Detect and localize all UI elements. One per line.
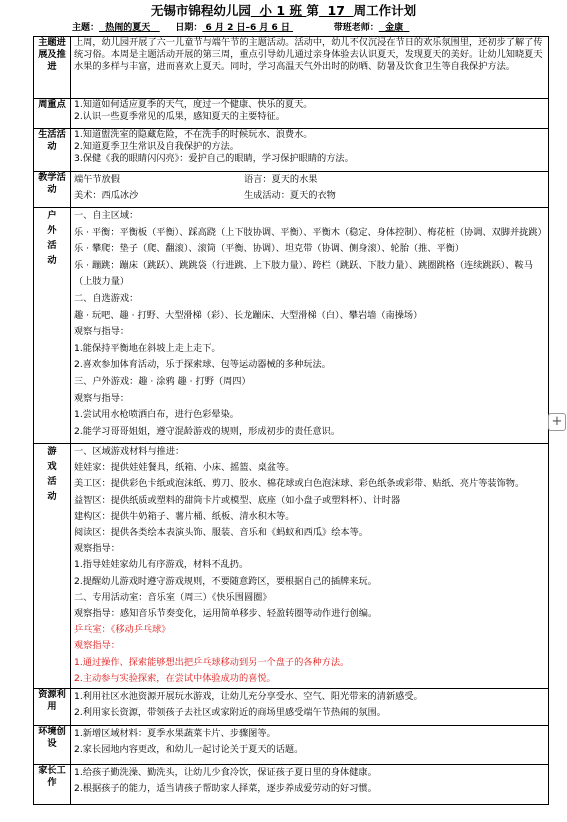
- title-week-prefix: 第: [306, 3, 319, 18]
- list-item: 2.喜欢参加体育活动，乐于探索球、包等运动器械的多种玩法。: [74, 359, 331, 371]
- week-focus-content: [71, 99, 549, 129]
- row-week-focus: [34, 99, 549, 129]
- row-resource-use: [34, 689, 549, 726]
- game-activity-content: [71, 444, 549, 689]
- teaching-item: 语言：夏天的水果: [244, 174, 318, 185]
- weekly-plan-table: [33, 36, 549, 805]
- resource-use-content: [71, 689, 549, 726]
- list-item: 2.能学习哥哥姐姐，遵守混龄游戏的规则，形成初步的责任意识。: [74, 425, 341, 437]
- teacher-value: 金康: [385, 23, 404, 33]
- title-kindergarten: 无锡市锦程幼儿园: [150, 3, 251, 18]
- row-life-activity: [34, 129, 549, 172]
- theme-value: 热闹的夏天: [105, 23, 151, 33]
- list-item: 阅读区：提供各类绘本表演头饰、服装、音乐和《蚂蚁和西瓜》绘本等。: [74, 527, 368, 539]
- teaching-item: 生成活动：夏天的衣物: [244, 189, 336, 201]
- header-life-activity: 生活活动: [34, 129, 71, 172]
- title-week-number: 17: [327, 3, 345, 18]
- list-item: 1.能保持平衡地在斜坡上走上走下。: [74, 342, 221, 354]
- list-item: 三、户外游戏：趣 · 涂鸦 趣 · 打野（周四）: [74, 375, 251, 387]
- list-item: 1.通过操作、探索能够想出把乒乓球移动到另一个盘子的各种方法。: [74, 656, 350, 668]
- list-item: 乒乓室：《移动乒乓球》: [74, 624, 171, 636]
- list-item: 娃娃家：提供娃娃餐具，纸箱、小床、摇篮、桌盆等。: [74, 462, 295, 474]
- list-item: 2.提醒幼儿游戏时遵守游戏规则，不要随意跨区，要根据自己的插牌来玩。: [74, 575, 377, 587]
- list-item: 观察指导：: [74, 543, 120, 555]
- list-item: 观察与指导：: [74, 392, 130, 404]
- list-item: 一、区域游戏材料与推进：: [74, 446, 185, 457]
- list-item: 1.指导娃娃家幼儿有序游戏，材料不乱扔。: [74, 559, 249, 571]
- title-class: 小 1 班: [259, 3, 302, 18]
- title-week-suffix: 周工作计划: [353, 3, 417, 18]
- list-item: 二、专用活动室：音乐室（周三）《快乐围圆圈》: [74, 591, 272, 603]
- teaching-row-1: [74, 174, 545, 186]
- row-game-activity: [34, 444, 549, 689]
- page-title: [0, 3, 567, 19]
- teaching-activity-content: [71, 172, 549, 208]
- environment-content: [71, 726, 549, 765]
- list-item: 观察指导：感知音乐节奏变化，运用简单移步、轻盈转圈等动作进行创编。: [74, 608, 378, 620]
- list-item: 观察与指导：: [74, 326, 130, 338]
- list-item: 2.家长园地内容更改，和幼儿一起讨论关于夏天的话题。: [74, 744, 304, 755]
- list-item: 建构区：提供牛奶箱子、薯片桶、纸板、清水积木等。: [74, 510, 295, 522]
- list-item: 1.利用社区水池资源开展玩水游戏，让幼儿充分享受水、空气、阳光带来的清新感受。: [74, 691, 423, 702]
- list-item: 1.给孩子勤洗澡、勤洗头，让幼儿少食冷饮，保证孩子夏日里的身体健康。: [74, 767, 377, 778]
- date-value: 6 月 2 日–6 月 6 日: [205, 23, 290, 33]
- list-item: 乐 · 攀爬：垫子（爬、翻滚）、滚筒（平衡、协调）、坦克带（协调、侧身滚）、轮胎（推、平衡）: [74, 243, 465, 255]
- family-work-content: [71, 765, 549, 805]
- list-item: 3.保健《我的眼睛闪闪亮》：爱护自己的眼睛，学习保护眼睛的方法。: [74, 152, 354, 164]
- list-item: 乐 · 平衡：平衡板（平衡）、踩高跷（上下肢协调、平衡）、平衡木（稳定、身体控制）、梅花桩（协调、双脚并拢跳）: [74, 226, 547, 238]
- row-teaching-activity: [34, 172, 549, 208]
- add-icon[interactable]: +: [548, 413, 566, 431]
- list-item: 2.根据孩子的能力，适当请孩子帮助家人择菜，逐步养成爱劳动的好习惯。: [74, 783, 377, 794]
- life-activity-content: [71, 129, 549, 172]
- header-environment: 环境创设: [34, 726, 71, 765]
- header-resource-use: 资源利用: [34, 689, 71, 726]
- list-item: 1.尝试用水枪喷洒白布，进行色彩晕染。: [74, 409, 239, 421]
- teaching-item: 美术：西瓜冰沙: [74, 189, 139, 201]
- header-outdoor-activity: 户 外 活 动: [34, 208, 71, 444]
- list-item: 乐 · 蹦跳：蹦床（跳跃）、跳跳袋（行进跳、上下肢力量）、跨栏（跳跃、下肢力量）、跳圈跳格（连续跳跃）、鞍马（上肢力量）: [74, 259, 533, 288]
- outdoor-activity-content: [71, 208, 549, 444]
- teaching-item: 端午节放假: [74, 174, 120, 185]
- list-item: 1.新增区域材料：夏季水果蔬菜卡片、步骤图等。: [74, 728, 276, 739]
- teaching-row-2: [74, 190, 545, 202]
- list-item: 趣 · 玩吧、趣 · 打野、大型滑梯（彩）、长龙蹦床、大型滑梯（白）、攀岩墙（南操场）: [74, 309, 423, 321]
- header-week-focus: 周重点: [34, 99, 71, 129]
- list-item: 美工区：提供彩色卡纸或泡沫纸、剪刀、胶水、棉花球或白色泡沫球、彩色纸条或彩带、贴纸、亮片等装饰物。: [74, 478, 525, 490]
- list-item: 2.认识一些夏季常见的瓜果，感知夏天的主要特征。: [74, 110, 285, 122]
- row-theme-progress: [34, 37, 549, 99]
- header-theme-progress: 主题进展及推进: [34, 37, 71, 99]
- theme-progress-text: 上周，幼儿园开展了六一儿童节与端午节的主题活动。活动中，幼儿不仅沉浸在节日的欢乐氛围里，还初步了解了传统习俗。本周是主题活动开展的第三周，重点引导幼儿通过亲身体验去认识夏天，发现夏天的美好。让幼儿知晓夏天水果的多样与丰富，进而喜欢上夏天。同时，学习高温天气外出时的防晒、防暑及饮食卫生等自我保护方法。: [71, 37, 549, 99]
- date-label: 日期：: [175, 23, 203, 33]
- header-game-activity: 游 戏 活 动: [34, 444, 71, 689]
- header-family-work: 家长工作: [34, 765, 71, 805]
- list-item: 2.知道夏季卫生常识及自我保护的方法。: [74, 140, 239, 152]
- teacher-label: 带班老师：: [333, 23, 379, 33]
- header-teaching-activity: 教学活动: [34, 172, 71, 208]
- list-item: 1.知道如何适应夏季的天气，度过一个健康、快乐的夏天。: [74, 99, 313, 110]
- list-item: 1.知道盥洗室的隐藏危险，不在洗手的时候玩水、浪费水。: [74, 129, 313, 140]
- row-environment: [34, 726, 549, 765]
- row-family-work: [34, 765, 549, 805]
- list-item: 益智区：提供纸质或塑料的甜筒卡片或模型、底座（如小盘子或塑料杯）、计时器: [74, 494, 401, 506]
- theme-label: 主题：: [72, 23, 100, 33]
- list-item: 2.主动参与实验探索，在尝试中体验成功的喜悦。: [74, 672, 276, 684]
- list-item: 2.利用家长资源，带领孩子去社区或家附近的商场里感受端午节热闹的氛围。: [74, 707, 386, 718]
- list-item: 一、自主区域：: [74, 210, 139, 221]
- row-outdoor-activity: [34, 208, 549, 444]
- list-item: 观察指导：: [74, 640, 120, 652]
- meta-line: [72, 22, 409, 34]
- list-item: 二、自选游戏：: [74, 292, 139, 304]
